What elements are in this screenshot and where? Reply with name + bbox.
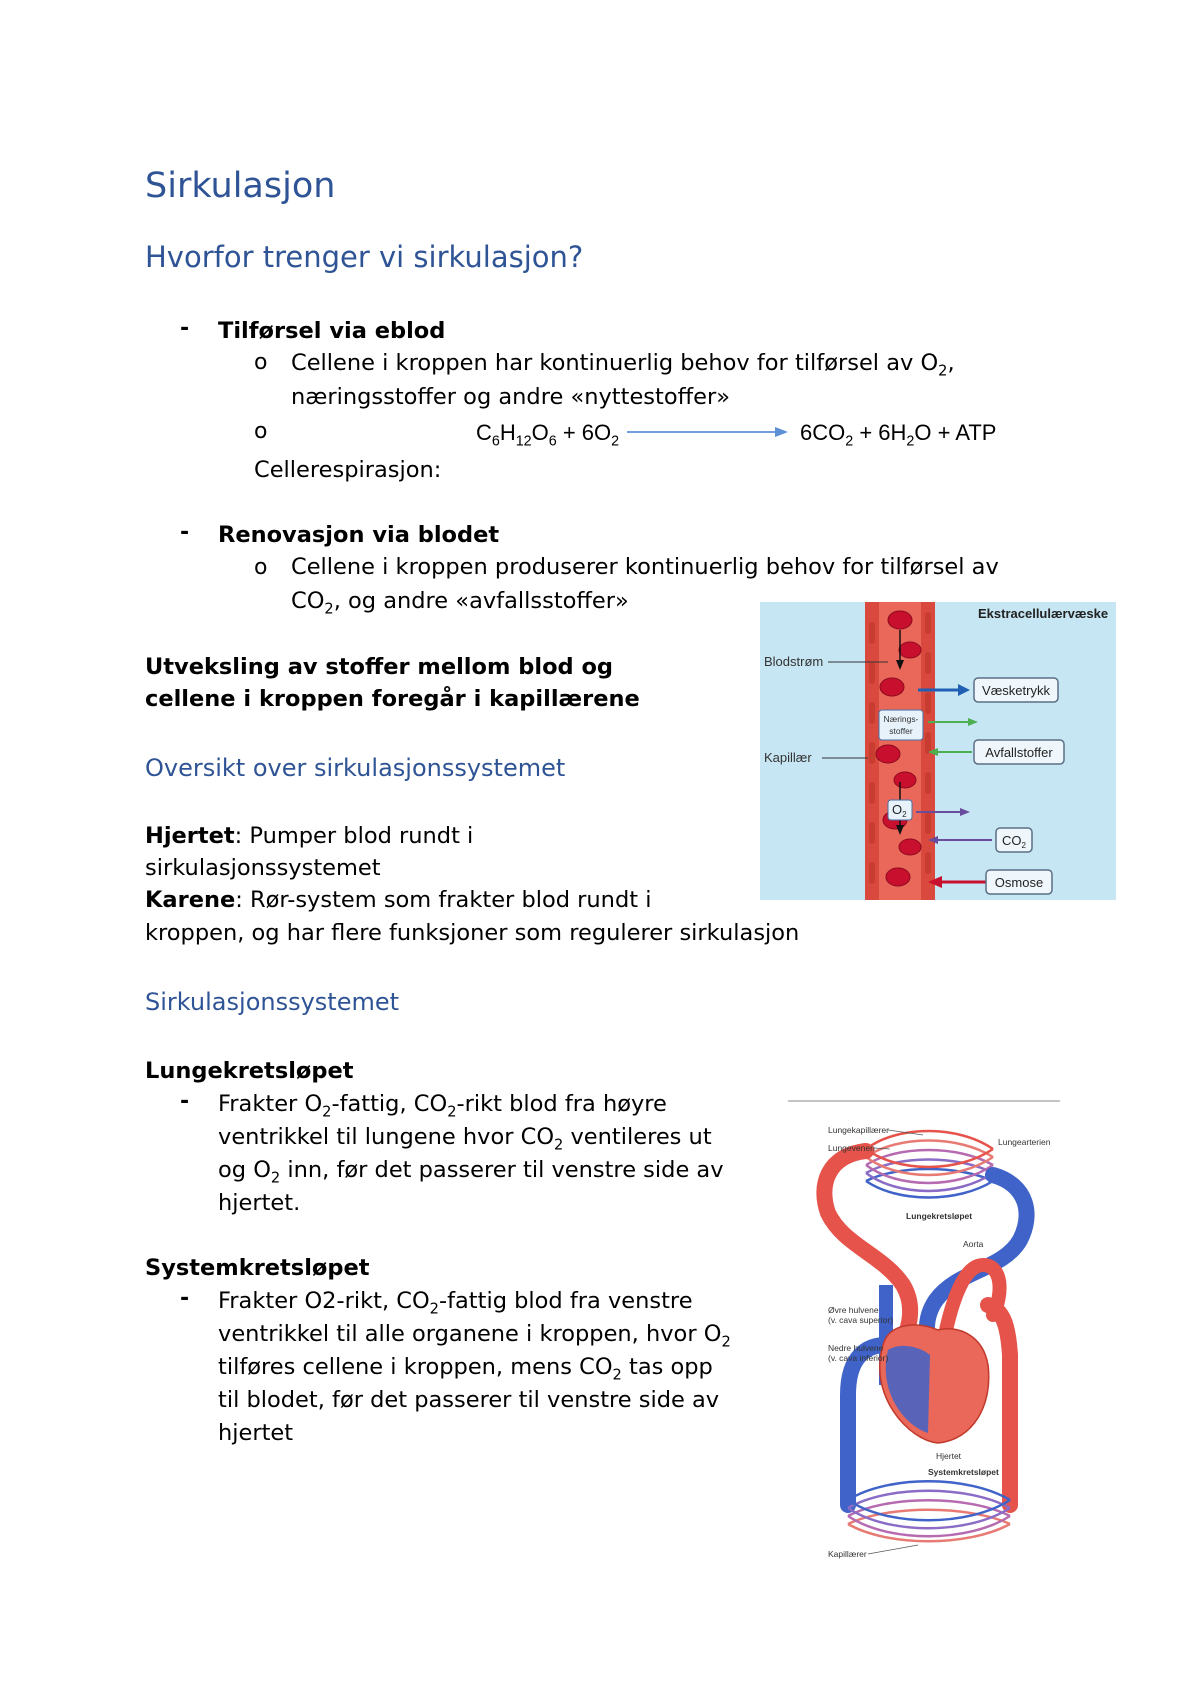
figure-label-fluid-pressure: Væsketrykk xyxy=(982,683,1050,698)
svg-text:O2: $O_2$ xyxy=(892,802,907,819)
page-title: Sirkulasjon xyxy=(145,166,336,206)
figure-label-lower-vena-2: (v. cava inferior) xyxy=(828,1353,889,1363)
bullet-dash: - xyxy=(180,1286,190,1311)
reaction-arrow-icon xyxy=(625,424,790,440)
vessels-text-line2: kroppen, og har flere funksjoner som regulerer sirkulasjon xyxy=(145,920,800,946)
figure-label-pulmonary-circuit: Lungekretsløpet xyxy=(906,1211,973,1221)
systemic-line4: til blodet, før det passerer til venstre side av xyxy=(218,1387,720,1413)
bullet-removal-label: Renovasjon via blodet xyxy=(218,522,500,548)
figure-label-co2: CO xyxy=(1002,833,1022,848)
systemic-line3: tilføres cellene i kroppen, mens $CO_2$ tas opp xyxy=(218,1354,713,1384)
figure-label-aorta: Aorta xyxy=(963,1239,984,1249)
figure-label-upper-vena-1: Øvre hulvene xyxy=(828,1305,879,1315)
systemic-label: Systemkretsløpet xyxy=(145,1255,370,1281)
supply-text-line2: næringsstoffer og andre «nyttestoffer» xyxy=(291,384,730,410)
removal-text-line2: $CO_2$, og andre «avfallsstoffer» xyxy=(291,588,629,618)
figure-label-osmosis: Osmose xyxy=(994,875,1044,890)
bullet-dash: - xyxy=(180,316,190,341)
pulmonary-line4: hjertet. xyxy=(218,1190,301,1216)
figure-label-upper-vena-2: (v. cava superior) xyxy=(828,1315,894,1325)
svg-text:CO2: $CO_2$ xyxy=(1002,833,1026,850)
figure-label-lower-vena-1: Nedre hulvene xyxy=(828,1343,884,1353)
figure-label-lung-capillaries: Lungekapillærer xyxy=(828,1125,889,1135)
sub-bullet-marker: o xyxy=(254,419,268,444)
circulation-diagram-figure xyxy=(788,1095,1063,1565)
figure-label-bloodflow: Blodstrøm xyxy=(764,654,824,669)
removal-text-line1: Cellene i kroppen produserer kontinuerlig behov for tilførsel av xyxy=(291,554,999,580)
section-heading-why: Hvorfor trenger vi sirkulasjon? xyxy=(145,240,584,274)
figure-label-extracellular: Ekstracellulærvæske xyxy=(978,606,1109,621)
figure-label-capillary: Kapillær xyxy=(764,750,812,765)
cell-respiration-label: Cellerespirasjon: xyxy=(254,457,442,483)
section-heading-system: Sirkulasjonssystemet xyxy=(145,988,400,1016)
figure-label-lung-artery: Lungearterien xyxy=(998,1137,1051,1147)
pulmonary-line3: og $O_2$ inn, før det passerer til venstre side av xyxy=(218,1157,724,1187)
figure-label-capillaries: Kapillærer xyxy=(828,1549,867,1559)
exchange-line1: Utveksling av stoffer mellom blod og xyxy=(145,654,614,680)
sub-bullet-marker: o xyxy=(254,350,268,375)
pulmonary-line2: ventrikkel til lungene hvor $CO_2$ ventileres ut xyxy=(218,1124,712,1154)
figure-label-nutrients-1: Nærings- xyxy=(883,714,919,724)
figure-label-lung-vein: Lungevenen xyxy=(828,1143,875,1153)
exchange-line2: cellene i kroppen foregår i kapillærene xyxy=(145,686,640,712)
bullet-dash: - xyxy=(180,520,190,545)
pulmonary-line1: Frakter $O_2$-fattig, $CO_2$-rikt blod fra høyre xyxy=(218,1091,667,1121)
section-heading-overview: Oversikt over sirkulasjonssystemet xyxy=(145,754,566,782)
systemic-line5: hjertet xyxy=(218,1420,294,1446)
vessels-text-line1: Karene: Rør-system som frakter blod rundt i xyxy=(145,887,652,913)
heart-text-line1: Hjertet: Pumper blod rundt i xyxy=(145,823,474,849)
figure-label-heart: Hjertet xyxy=(936,1451,962,1461)
figure-label-nutrients-2: stoffer xyxy=(889,726,913,736)
pulmonary-label: Lungekretsløpet xyxy=(145,1058,354,1084)
systemic-line2: ventrikkel til alle organene i kroppen, hvor $O_2$ xyxy=(218,1321,731,1351)
bullet-dash: - xyxy=(180,1089,190,1114)
supply-text-line1: Cellene i kroppen har kontinuerlig behov for tilførsel av $O_2$, xyxy=(291,350,955,380)
figure-label-waste: Avfallstoffer xyxy=(985,745,1053,760)
respiration-equation-left: $C_6H_{12}O_6 + 6O_2$ xyxy=(476,420,620,450)
figure-label-systemic-circuit: Systemkretsløpet xyxy=(928,1467,999,1477)
sub-bullet-marker: o xyxy=(254,555,268,580)
systemic-line1: Frakter O2-rikt, $CO_2$-fattig blod fra venstre xyxy=(218,1288,693,1318)
figure-label-o2: O xyxy=(892,802,903,817)
bullet-supply-label: Tilførsel via eblod xyxy=(218,318,446,344)
capillary-exchange-figure xyxy=(760,602,1116,900)
respiration-equation-right: $6CO_2 + 6H_2O$ + ATP xyxy=(800,420,997,450)
heart-text-line2: sirkulasjonssystemet xyxy=(145,855,381,881)
